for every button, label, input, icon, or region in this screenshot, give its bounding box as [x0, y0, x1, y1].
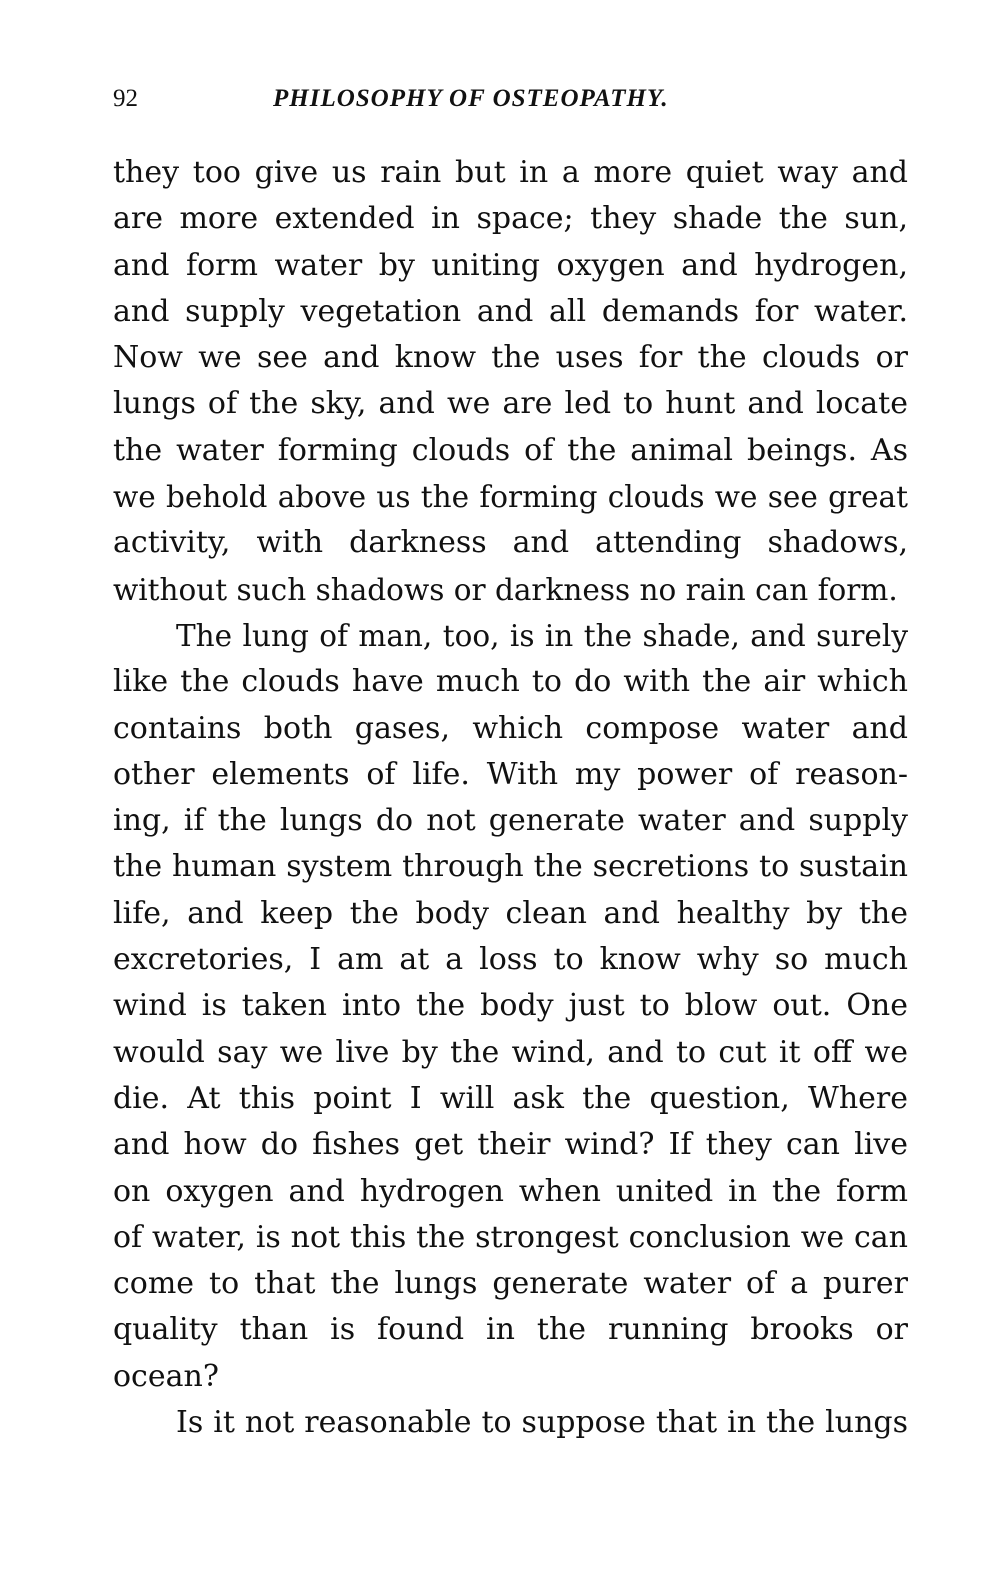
- text-line: we behold above us the forming clouds we see great: [113, 480, 908, 515]
- text-line: without such shadows or darkness no rain can form.: [113, 572, 898, 607]
- text-line: and supply vegetation and all demands for water.: [113, 293, 908, 329]
- text-line: the water forming clouds of the animal beings. As: [113, 432, 908, 468]
- text-line: and form water by uniting oxygen and hydrogen,: [113, 247, 908, 283]
- text-line: other elements of life. With my power of reason-: [113, 756, 908, 792]
- paragraph-first-line: The lung of man, too, is in the shade, and surely: [176, 618, 908, 653]
- page-number: 92: [113, 85, 138, 112]
- text-line: are more extended in space; they shade the sun,: [113, 201, 908, 237]
- page-header: [113, 85, 913, 125]
- text-line: excretories, I am at a loss to know why so much: [113, 942, 908, 978]
- body-text: [113, 150, 908, 1446]
- text-line: the human system through the secretions to sustain: [113, 849, 908, 885]
- text-line: and how do fishes get their wind? If they can live: [113, 1127, 908, 1163]
- running-title: PHILOSOPHY OF OSTEOPATHY.: [273, 85, 669, 112]
- text-line: contains both gases, which compose water and: [113, 710, 908, 746]
- text-line: ing, if the lungs do not generate water and supply: [113, 803, 908, 839]
- text-line: Now we see and know the uses for the clouds or: [113, 340, 908, 376]
- text-line: they too give us rain but in a more quiet way and: [113, 155, 908, 190]
- text-line: like the clouds have much to do with the air which: [113, 664, 908, 700]
- text-line: of water, is not this the strongest conclusion we can: [113, 1219, 908, 1255]
- text-line: lungs of the sky, and we are led to hunt and locate: [113, 386, 908, 422]
- text-line: ocean?: [113, 1358, 219, 1394]
- text-line: on oxygen and hydrogen when united in the form: [113, 1173, 908, 1209]
- paragraph-first-line: Is it not reasonable to suppose that in the lungs: [176, 1405, 908, 1441]
- text-line: wind is taken into the body just to blow out. One: [113, 988, 908, 1024]
- text-line: come to that the lungs generate water of a purer: [113, 1266, 908, 1302]
- text-line: quality than is found in the running brooks or: [113, 1312, 908, 1348]
- text-line: would say we live by the wind, and to cut it off we: [113, 1034, 908, 1070]
- text-line: die. At this point I will ask the question, Where: [113, 1080, 908, 1116]
- text-line: activity, with darkness and attending shadows,: [113, 525, 908, 561]
- text-line: life, and keep the body clean and healthy by the: [113, 895, 908, 931]
